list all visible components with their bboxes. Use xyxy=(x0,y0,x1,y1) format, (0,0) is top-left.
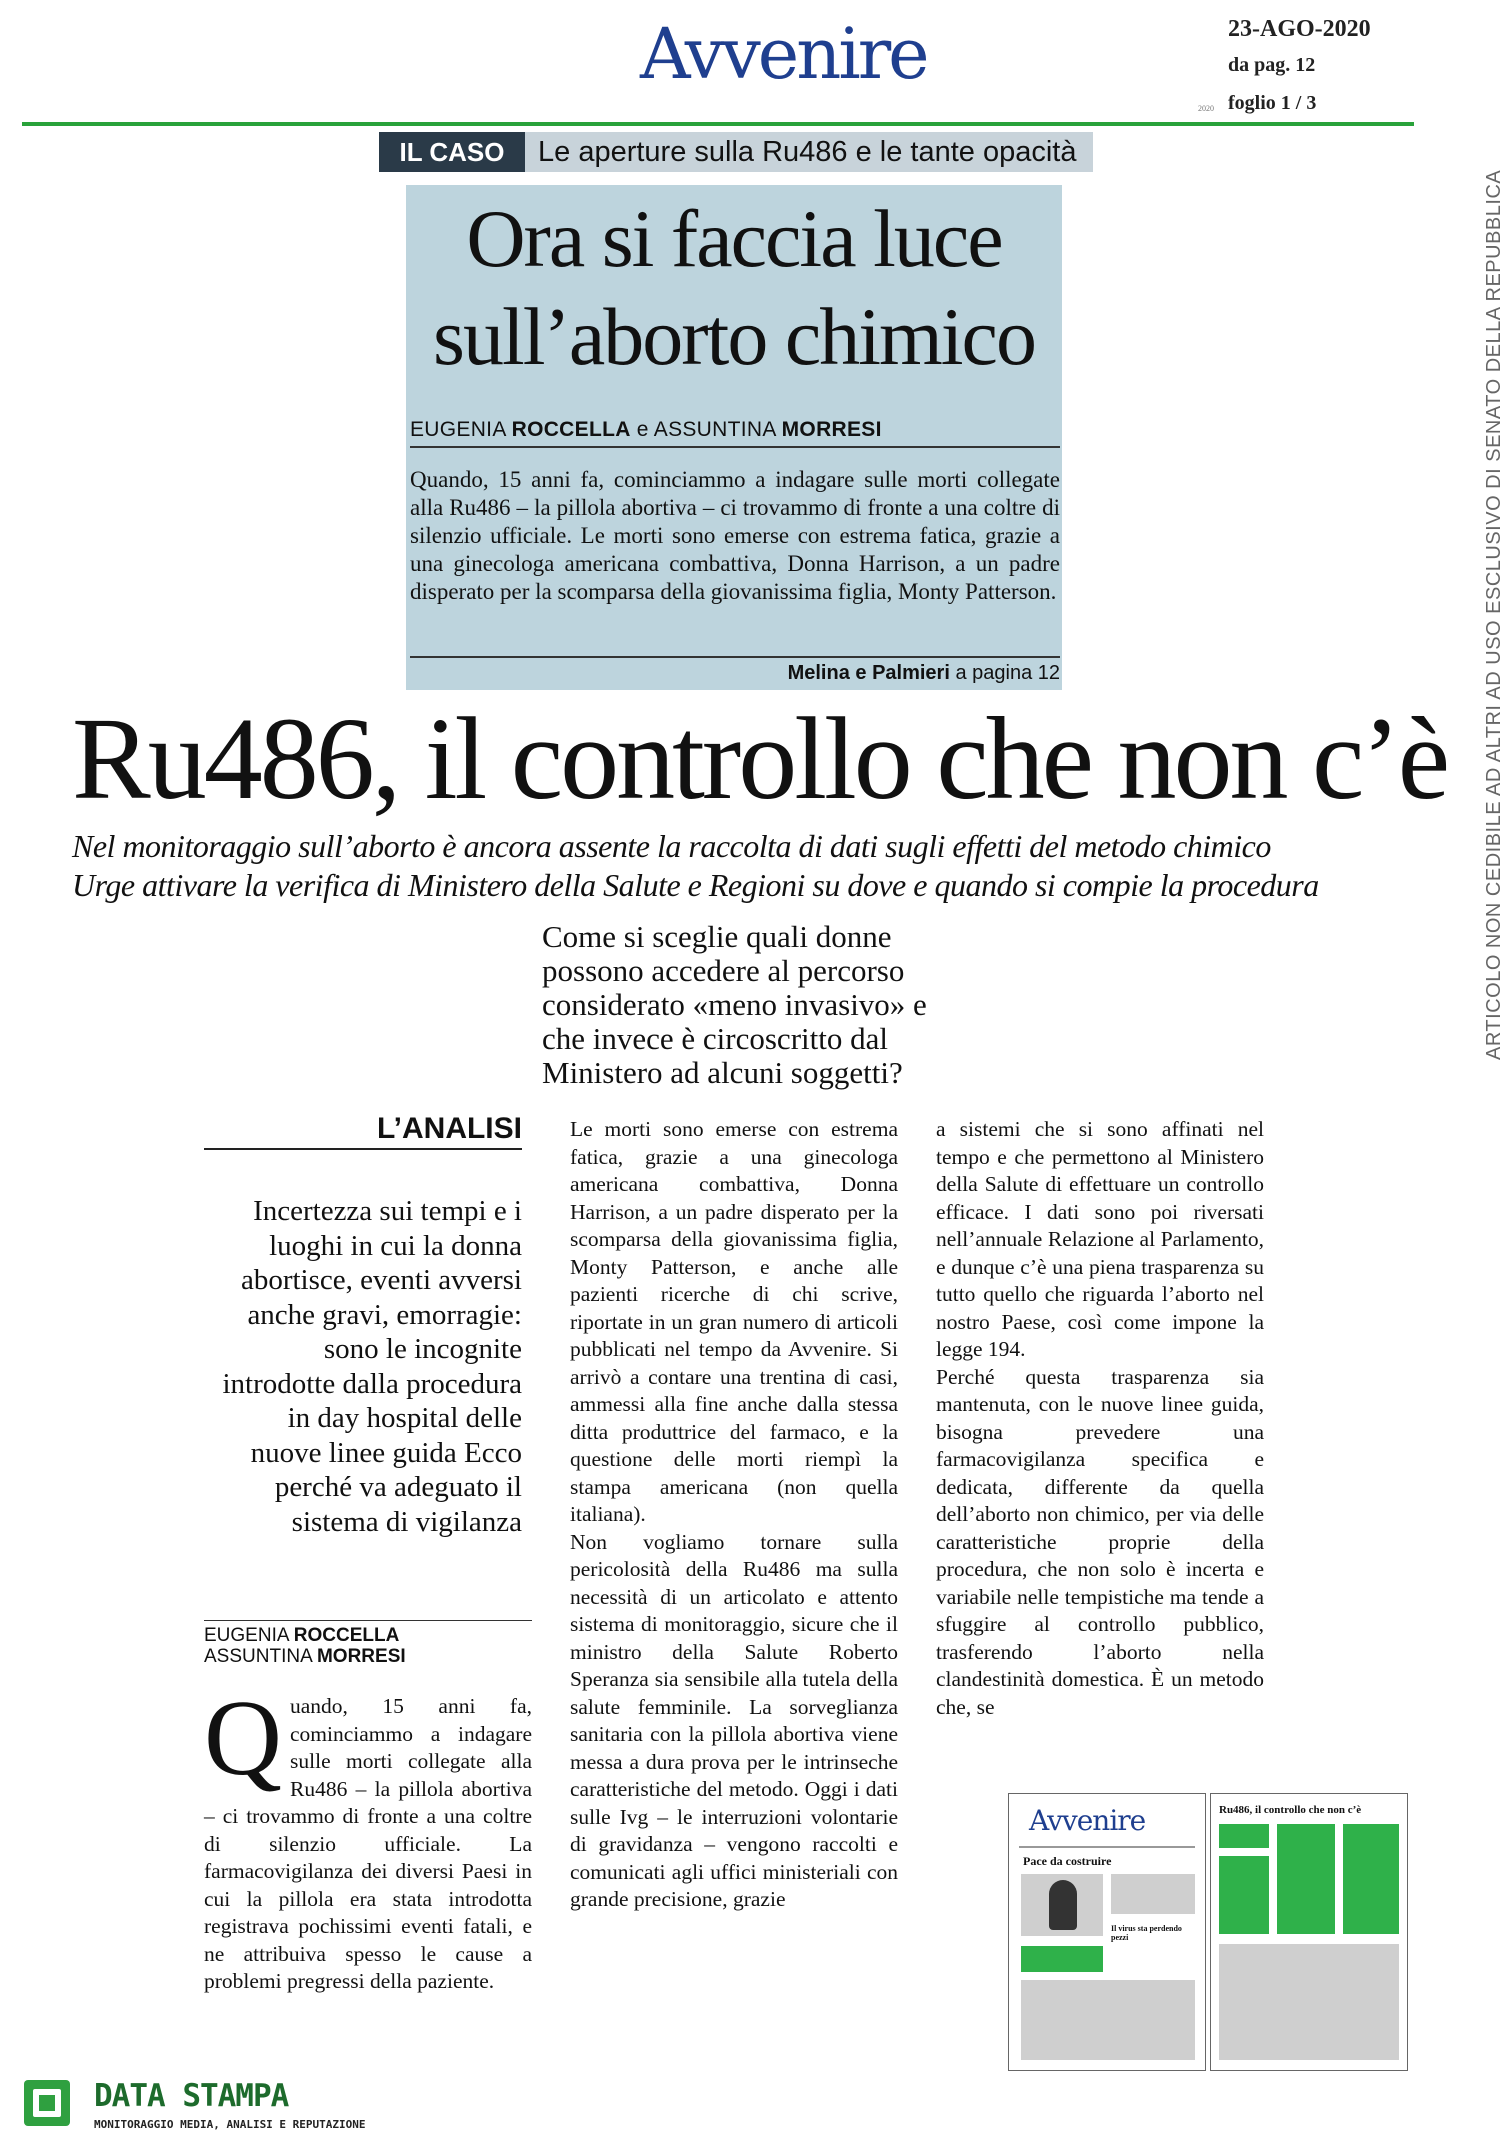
article-author1-first: EUGENIA xyxy=(204,1625,294,1646)
thumb-sub: Il virus sta perdendo pezzi xyxy=(1111,1924,1182,1942)
article-author2-last: MORRESI xyxy=(316,1646,406,1667)
author1-last: ROCCELLA xyxy=(511,418,631,441)
thumb2-green-block xyxy=(1343,1824,1399,1934)
article-column-2 xyxy=(570,1116,898,1914)
column-3-paragraph-1: a sistemi che si sono affinati nel tempo e che permettono al Ministero della Salute di effettuare un controllo efficace. I dati sono poi riversati nell’annuale Relazione al Parlamento, e dunque c’è una piena trasparenza su tutto quello che riguarda l’aborto nel nostro Paese, così come impone la legge 194. xyxy=(936,1117,1264,1361)
article-author1-last: ROCCELLA xyxy=(293,1625,400,1646)
caso-tag: IL CASO xyxy=(379,132,525,172)
ref-authors: Melina e Palmieri xyxy=(787,662,950,684)
column-1-text: uando, 15 anni fa, cominciammo a indagare sulle morti collegate alla Ru486 – la pillola abortiva – ci trovammo di fronte a una coltre di silenzio ufficiale. La farmacovigilanza dei diversi Paesi in cui la pillola era stata introdotta registrava pochissimi eventi fatali, e ne attribuiva spesso le cause a problemi pregressi della paziente. xyxy=(204,1694,532,1993)
side-copyright-note: ARTICOLO NON CEDIBILE AD ALTRI AD USO ESCLUSIVO DI SENATO DELLA REPUBBLICA xyxy=(1483,169,1505,1060)
author2-last: MORRESI xyxy=(781,418,882,441)
thumb2-green-block xyxy=(1277,1824,1335,1934)
thumb-masthead: Avvenire xyxy=(1029,1804,1146,1837)
section-label: L’ANALISI xyxy=(204,1112,522,1150)
author2-first: ASSUNTINA xyxy=(653,418,782,441)
front-box-title-line1: Ora si faccia luce xyxy=(466,193,1002,284)
authors-conjunction: e xyxy=(630,418,654,441)
front-box-page-ref xyxy=(410,656,1060,685)
thumb2-green-block xyxy=(1219,1824,1269,1848)
footer-tagline: MONITORAGGIO MEDIA, ANALISI E REPUTAZIONE xyxy=(94,2118,366,2131)
thumb-headline: Pace da costruire xyxy=(1023,1854,1112,1868)
thumb2-block xyxy=(1219,1944,1399,2060)
article-question: Come si sceglie quali donne possono accedere al percorso considerato «meno invasivo» e che invece è circoscritto dal Ministero ad alcuni soggetti? xyxy=(542,919,927,1090)
article-subtitle-2: Urge attivare la verifica di Ministero della Salute e Regioni su dove e quando si compie la procedura xyxy=(72,867,1319,903)
article-author2-first: ASSUNTINA xyxy=(204,1646,317,1667)
sheet-number: foglio 1 / 3 xyxy=(1228,92,1317,114)
thumb2-headline: Ru486, il controllo che non c’è xyxy=(1219,1804,1362,1816)
data-stampa-logo-core xyxy=(39,2095,55,2111)
header-divider xyxy=(22,122,1414,126)
column-2-paragraph-2: Non vogliamo tornare sulla pericolosità della Ru486 ma sulla necessità di un articolato e attento sistema di monitoraggio, sicure che il ministro della Salute Roberto Speranza sia sensibile alla tutela della salute femminile. La sorveglianza sanitaria con la pillola abortiva viene messa a dura prova per le intrinseche caratteristiche del metodo. Oggi i dati sulle Ivg – le interruzioni volontarie di gravidanza – vengono raccolti e comunicati agli uffici ministeriali con grande precisione, grazie xyxy=(570,1529,898,1911)
article-column-3 xyxy=(936,1116,1264,1721)
article-author-1 xyxy=(204,1625,532,1646)
page-reference: da pag. 12 xyxy=(1228,54,1316,76)
tiny-mark: 2020 xyxy=(1198,104,1214,113)
caso-headline: Le aperture sulla Ru486 e le tante opacità xyxy=(538,136,1077,168)
ref-page: a pagina 12 xyxy=(949,662,1060,684)
column-3-paragraph-2: Perché questa trasparenza sia mantenuta, con le nuove linee guida, bisogna prevedere una farmacovigilanza specifica e dedicata, differente da quella dell’aborto non chimico, per via delle caratteristiche proprie della procedura, che non solo è incerta e variabile nelle tempistiche ma tende a sfuggire al controllo pubblico, trasferendo l’aborto nella clandestinità domestica. È un metodo che, se xyxy=(936,1364,1264,1719)
page-thumbnail-front xyxy=(1008,1793,1206,2071)
publication-date: 23-AGO-2020 xyxy=(1228,16,1371,42)
thumb-photo xyxy=(1049,1880,1077,1930)
thumb-green-block xyxy=(1021,1946,1103,1972)
front-box-title xyxy=(406,190,1062,386)
footer-brand: DATA STAMPA xyxy=(94,2078,289,2114)
article-summary: Incertezza sui tempi e i luoghi in cui la donna abortisce, eventi avversi anche gravi, emorragie: sono le incognite introdotte dalla procedura in day hospital delle nuove linee guida Ecco perché va adeguato il sistema di vigilanza xyxy=(222,1195,522,1538)
column-2-paragraph-1: Le morti sono emerse con estrema fatica, grazie a una ginecologa americana combattiva, Donna Harrison, a un padre disperato per la scomparsa della giovanissima figlia, Monty Patterson, e anche alle pazienti ricerche di chi scrive, riportate in un gran numero di articoli pubblicati nel tempo da Avvenire. Si arrivò a contare una trentina di casi, ammessi alla fine anche dalla stessa ditta produttrice del farmaco, e la questione delle morti riempì la stampa americana (non quella italiana). xyxy=(570,1117,898,1526)
article-column-1 xyxy=(204,1679,532,1996)
front-box-title-line2: sull’aborto chimico xyxy=(433,291,1035,382)
drop-cap: Q xyxy=(204,1679,282,1798)
thumb-block xyxy=(1021,1980,1195,2060)
article-title: Ru486, il controllo che non c’è xyxy=(72,693,1448,824)
masthead-logo: Avvenire xyxy=(640,13,927,95)
article-author-2 xyxy=(204,1646,532,1667)
front-box-text: Quando, 15 anni fa, cominciammo a indagare sulle morti collegate alla Ru486 – la pillola abortiva – ci trovammo di fronte a una coltre di silenzio ufficiale. Le morti sono emerse con estrema fatica, grazie a una ginecologa americana combattiva, Donna Harrison, a un padre disperato per la scomparsa della giovanissima figlia, Monty Patterson. xyxy=(410,467,1060,604)
article-authors xyxy=(204,1620,532,1667)
thumb2-green-block xyxy=(1219,1856,1269,1934)
thumb-block xyxy=(1111,1874,1195,1914)
thumb-rule xyxy=(1019,1846,1195,1848)
author1-first: EUGENIA xyxy=(410,418,512,441)
page-thumbnail-article xyxy=(1210,1793,1408,2071)
article-subtitle-1: Nel monitoraggio sull’aborto è ancora assente la raccolta di dati sugli effetti del metodo chimico xyxy=(72,828,1271,864)
front-box-authors xyxy=(410,418,1060,448)
